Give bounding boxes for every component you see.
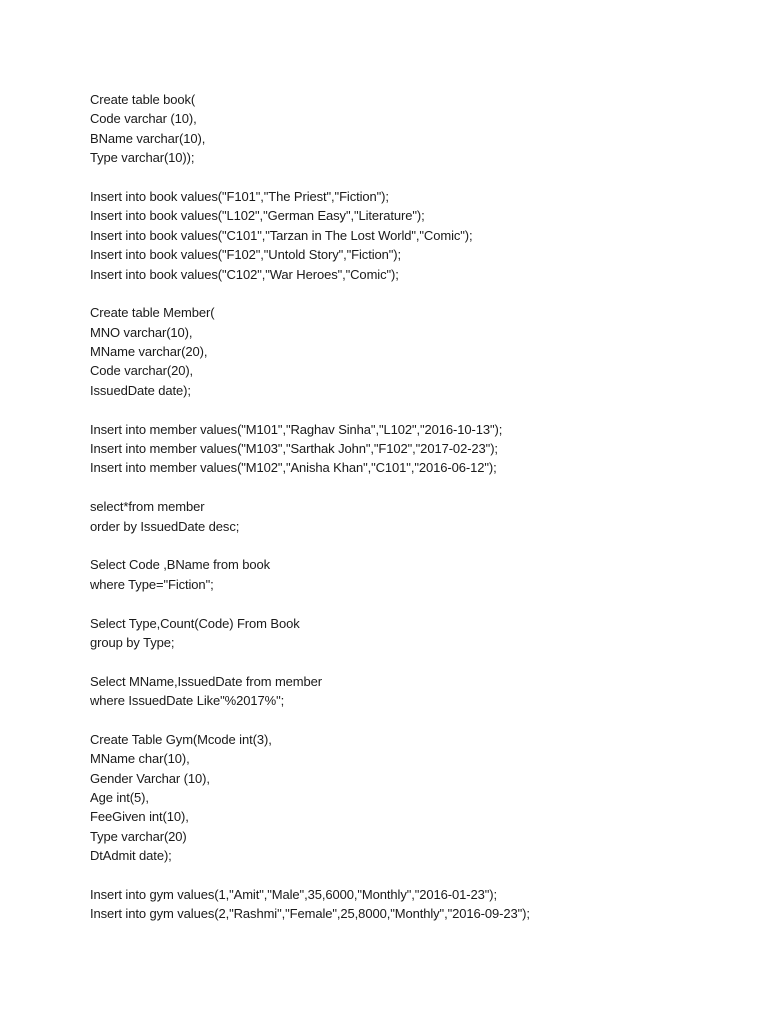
text-line: Insert into book values("F101","The Priest","Fiction"); [90,188,389,204]
text-line: Create table Member( [90,305,215,321]
text-line: IssuedDate date); [90,382,191,398]
document-page [90,90,750,943]
text-line: BName varchar(10), [90,130,206,146]
insert-book-block [90,187,750,284]
text-line: DtAdmit date); [90,848,172,864]
create-table-gym-block [90,730,750,866]
text-line: Select Type,Count(Code) From Book [90,615,300,631]
text-line: Code varchar(20), [90,363,194,379]
text-line: Insert into book values("F102","Untold Story","Fiction"); [90,247,402,263]
create-table-member-block [90,303,750,400]
text-line: Insert into book values("L102","German Easy","Literature"); [90,208,425,224]
insert-member-block [90,420,750,478]
text-line: Insert into member values("M102","Anisha Khan","C101","2016-06-12"); [90,460,497,476]
text-line: where Type="Fiction"; [90,576,214,592]
text-line: Create Table Gym(Mcode int(3), [90,731,272,747]
text-line: MName varchar(20), [90,344,208,360]
text-line: Create table book( [90,92,196,107]
select-fiction-block [90,555,750,594]
text-line: Gender Varchar (10), [90,770,210,786]
text-line: MName char(10), [90,751,190,767]
text-line: FeeGiven int(10), [90,809,189,825]
select-count-block [90,614,750,653]
text-line: Insert into gym values(1,"Amit","Male",35,6000,"Monthly","2016-01-23"); [90,887,498,903]
text-line: Age int(5), [90,790,149,806]
text-line: Insert into gym values(2,"Rashmi","Female",25,8000,"Monthly","2016-09-23"); [90,906,530,922]
select-issued-2017-block [90,672,750,711]
create-table-book-block [90,90,750,168]
text-line: where IssuedDate Like"%2017%"; [90,693,285,709]
text-line: Select MName,IssuedDate from member [90,673,323,689]
text-line: Insert into book values("C102","War Heroes","Comic"); [90,266,399,282]
text-line: Insert into member values("M103","Sarthak John","F102","2017-02-23"); [90,441,498,457]
text-line: Select Code ,BName from book [90,557,271,573]
text-line: Code varchar (10), [90,111,197,127]
text-line: select*from member [90,499,205,515]
text-line: MNO varchar(10), [90,324,193,340]
text-line: Type varchar(10)); [90,150,195,166]
insert-gym-block [90,885,750,924]
text-line: Type varchar(20) [90,828,187,844]
text-line: Insert into book values("C101","Tarzan in The Lost World","Comic"); [90,227,473,243]
select-member-order-block [90,497,750,536]
text-line: Insert into member values("M101","Raghav Sinha","L102","2016-10-13"); [90,421,503,437]
text-line: order by IssuedDate desc; [90,518,240,534]
text-line: group by Type; [90,634,175,650]
